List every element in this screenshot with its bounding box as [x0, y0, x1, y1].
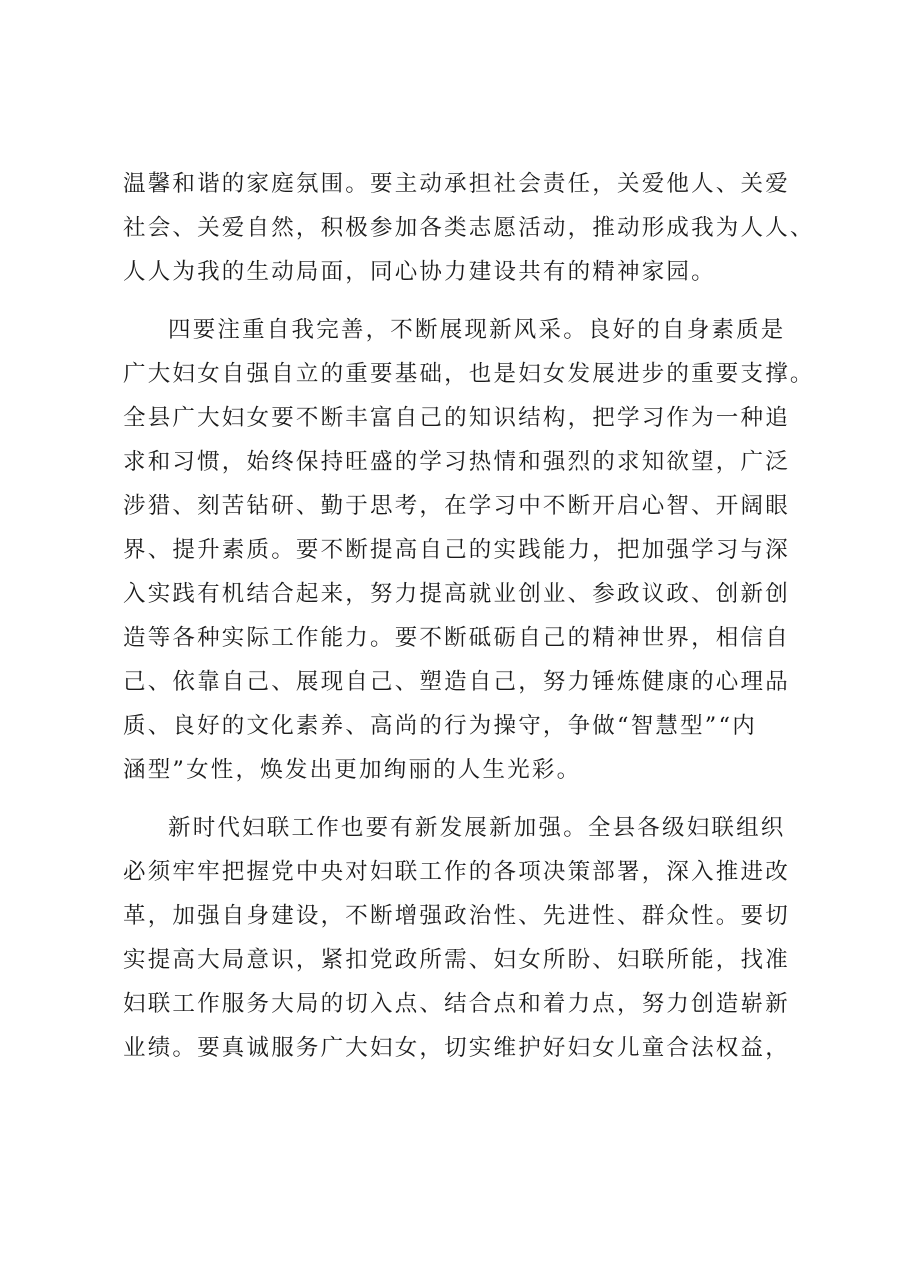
- text-line: 求和习惯，始终保持旺盛的学习热情和强烈的求知欲望，广泛: [123, 449, 790, 475]
- text-line: 质、良好的文化素养、高尚的行为操守，争做“智慧型”“内: [123, 713, 757, 739]
- text-line: 入实践有机结合起来，努力提高就业创业、参政议政、创新创: [123, 581, 790, 607]
- text-line: 社会、关爱自然，积极参加各类志愿活动，推动形成我为人人、: [123, 215, 815, 241]
- text-line: 界、提升素质。要不断提高自己的实践能力，把加强学习与深: [123, 537, 790, 563]
- text-line: 涵型”女性，焕发出更加绚丽的人生光彩。: [123, 757, 582, 783]
- text-line: 广大妇女自强自立的重要基础，也是妇女发展进步的重要支撑。: [123, 361, 815, 387]
- text-line: 全县广大妇女要不断丰富自己的知识结构，把学习作为一种追: [123, 405, 790, 431]
- paragraph-first-line: 四要注重自我完善，不断展现新风采。良好的自身素质是: [168, 317, 786, 343]
- text-line: 造等各种实际工作能力。要不断砥砺自己的精神世界，相信自: [123, 625, 790, 651]
- text-line: 妇联工作服务大局的切入点、结合点和着力点，努力创造崭新: [123, 991, 790, 1017]
- text-line: 革，加强自身建设，不断增强政治性、先进性、群众性。要切: [123, 903, 790, 929]
- text-line: 业绩。要真诚服务广大妇女，切实维护好妇女儿童合法权益，: [123, 1035, 790, 1061]
- text-line: 实提高大局意识，紧扣党政所需、妇女所盼、妇联所能，找准: [123, 947, 790, 973]
- text-line: 温馨和谐的家庭氛围。要主动承担社会责任，关爱他人、关爱: [123, 171, 790, 197]
- text-line: 人人为我的生动局面，同心协力建设共有的精神家园。: [123, 259, 716, 285]
- paragraph-first-line: 新时代妇联工作也要有新发展新加强。全县各级妇联组织: [168, 815, 786, 841]
- text-line: 涉猎、刻苦钻研、勤于思考，在学习中不断开启心智、开阔眼: [123, 493, 790, 519]
- text-line: 必须牢牢把握党中央对妇联工作的各项决策部署，深入推进改: [123, 859, 790, 885]
- text-line: 己、依靠自己、展现自己、塑造自己，努力锤炼健康的心理品: [123, 669, 790, 695]
